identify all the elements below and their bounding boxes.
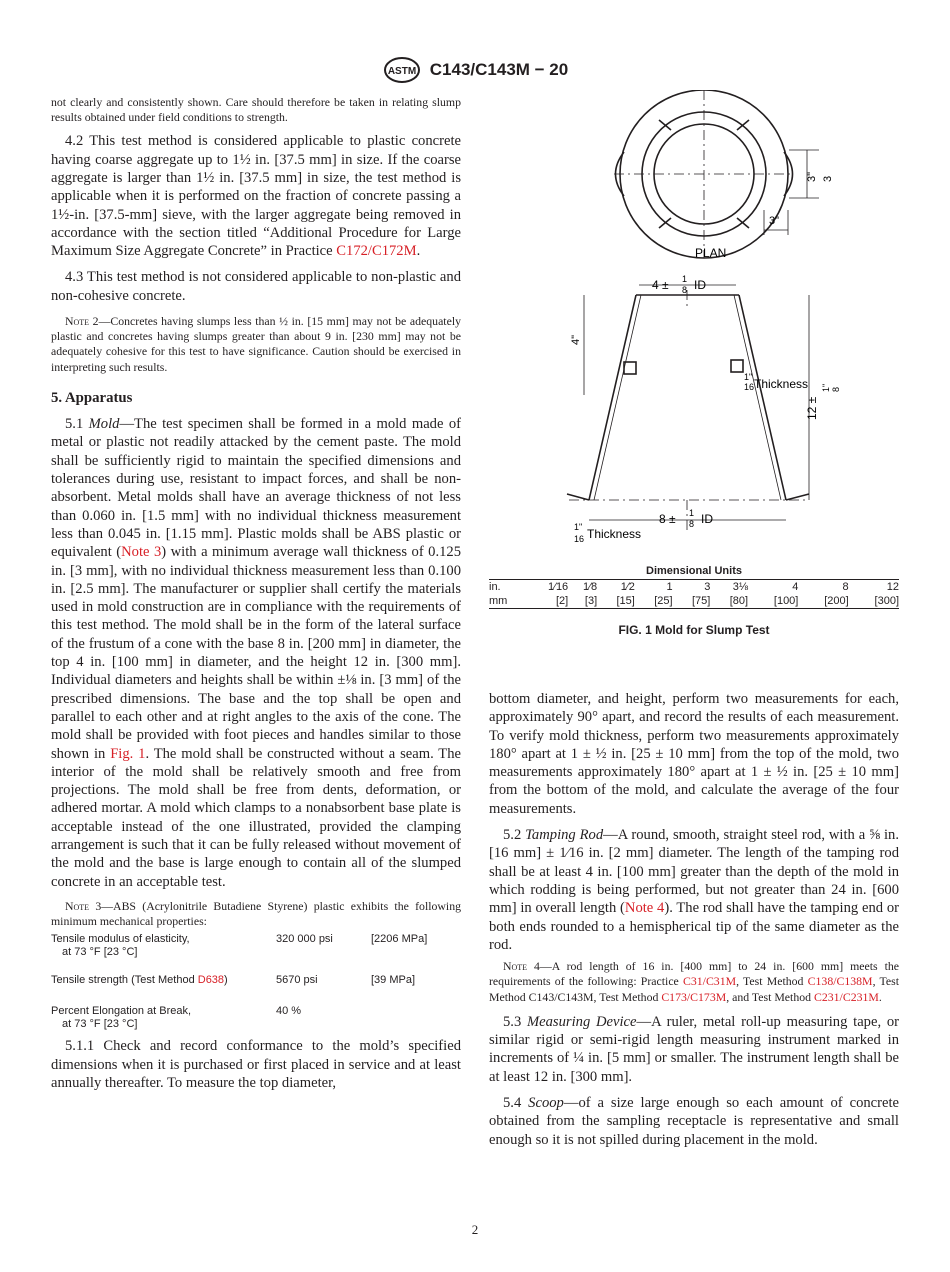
document-code: C143/C143M − 20 <box>429 60 569 79</box>
units-cell: in. <box>489 581 501 593</box>
top-fragment: not clearly and consistently shown. Care should therefore be taken in relating slump results obtained under field conditions to strength. <box>51 95 461 125</box>
svg-text:Thickness: Thickness <box>754 377 809 391</box>
note-2: Note 2—Concretes having slumps less than ½ in. [15 mm] may not be adequately plastic and concretes having slumps greater than about 9 in. [230 mm] may not be adequately cohesive for this test to have significance. Caution should be exercised in interpreting such results. <box>51 314 461 374</box>
link-fig-1[interactable]: Fig. 1 <box>110 745 146 762</box>
units-cell: mm <box>489 595 508 607</box>
dimensional-units-table <box>489 579 899 609</box>
svg-text:Thickness: Thickness <box>587 527 642 541</box>
link-note-4[interactable]: Note 4 <box>624 900 665 917</box>
table-row <box>489 594 899 609</box>
units-cell: [2] <box>555 595 569 607</box>
svg-text:3: 3 <box>822 175 834 182</box>
svg-text:4": 4" <box>570 334 582 345</box>
left-column <box>51 95 461 1092</box>
handle-left <box>624 362 636 374</box>
svg-text:ID: ID <box>701 512 713 526</box>
table-row <box>489 580 899 595</box>
units-cell: [75] <box>691 595 711 607</box>
link-c173[interactable]: C173/C173M <box>661 989 727 1004</box>
svg-text:1: 1 <box>682 274 688 284</box>
astm-logo-text: ASTM <box>387 66 416 77</box>
units-cell: 1 <box>666 581 673 593</box>
cone-left-wall <box>589 295 636 500</box>
svg-text:1": 1" <box>821 383 831 392</box>
units-cell: 1⁄2 <box>620 581 635 593</box>
link-c138[interactable]: C138/C138M <box>807 974 873 989</box>
page-number: 2 <box>471 1222 479 1237</box>
table-row: Percent Elongation at Break, at 73 °F [23 °C] 40 % <box>51 1005 302 1031</box>
link-d638[interactable]: D638 <box>197 974 225 987</box>
units-cell: 3⅛ <box>732 581 749 593</box>
table-row: Tensile strength (Test Method D638) 5670 psi [39 MPa] <box>51 974 416 987</box>
section-5-heading: 5. Apparatus <box>51 389 133 406</box>
cone-right-wall <box>739 295 786 500</box>
svg-text:16: 16 <box>744 382 755 392</box>
astm-logo-icon <box>382 56 422 84</box>
svg-text:8: 8 <box>831 386 841 392</box>
svg-text:12 ±: 12 ± <box>805 396 819 420</box>
page-header <box>0 56 950 84</box>
right-column <box>489 690 899 1149</box>
foot-pieces <box>567 494 809 500</box>
dimensional-units-title: Dimensional Units <box>646 565 742 577</box>
units-cell: [100] <box>773 595 799 607</box>
para-4-2: 4.2 This test method is considered applicable to plastic concrete having coarse aggregate up to 1½ in. [37.5 mm] in size. If the coarse aggregate is larger than 1½ in. [37.5 mm] in size, the test method is applicable when it is performed on the fraction of concrete passing a 1½-in. [37.5-mm] sieve, with the larger aggregate being removed in accordance with the section titled “Additional Procedure for Large Maximum Size Aggregate Concrete” in Practice C172/C172M. <box>51 133 461 260</box>
para-5-1: 5.1 Mold—The test specimen shall be formed in a mold made of metal or plastic not readily attacked by the cement paste. The mold shall be sufficiently rigid to maintain the specified dimensions and tolerances during use, resistant to impact forces, and shall be non-absorbent. Metal molds shall have an average thickness of not less than 0.060 in. [1.5 mm] with no individual thickness measurement less than 0.045 in. [1.15 mm]. Plastic molds shall be ABS plastic or equivalent (Note 3) with a minimum average wall thickness of 0.125 in. [3 mm], with no individual thickness measurement less than 0.100 in. [2.5 mm]. The manufacturer or supplier shall certify the materials used in mold construction are in compliance with the requirements of this test method. The mold shall be in the form of the lateral surface of the frustum of a cone with the base 8 in. [200 mm] in diameter, the top 4 in. [100 mm] in diameter, and the height 12 in. [300 mm]. Individual diameters and heights shall be within ±⅛ in. [3 mm] of the prescribed dimensions. The base and the top shall be open and parallel to each other and at right angles to the axis of the cone. The mold shall be provided with foot pieces and handles similar to those shown in Fig. 1. The mold shall be constructed without a seam. The interior of the mold shall be relatively smooth and free from projections. The mold shall be free from dents, deformation, or adhered mortar. A mold which clamps to a nonabsorbent base plate is acceptable instead of the one illustrated, provided the clamping arrangement is such that it can be fully released without movement of the mold and the base is large enough to contain all of the slumped concrete in an acceptable test. <box>51 416 461 890</box>
svg-text:1": 1" <box>744 372 753 382</box>
svg-text:8: 8 <box>689 519 695 529</box>
link-c231[interactable]: C231/C231M <box>813 989 879 1004</box>
svg-text:3": 3" <box>806 171 818 182</box>
units-cell: [25] <box>654 595 673 607</box>
svg-text:4 ±: 4 ± <box>652 278 669 292</box>
link-c31[interactable]: C31/C31M <box>683 974 737 989</box>
units-cell: 12 <box>886 581 899 593</box>
link-note-3[interactable]: Note 3 <box>121 544 162 561</box>
para-5-4: 5.4 Scoop—of a size large enough so each amount of concrete obtained from the sampling receptacle is representative and small enough so it is not spilled during placement in the mold. <box>489 1094 900 1148</box>
units-cell: [80] <box>729 595 749 607</box>
para-5-3: 5.3 Measuring Device—A ruler, metal roll-up measuring tape, or similar rigid or semi-rigid length measuring instrument marked in increments of ¼ in. [5 mm] or smaller. The instrument length shall be at least 12 in. [300 mm]. <box>489 1013 900 1085</box>
para-5-1-1: 5.1.1 Check and record conformance to the mold’s specified dimensions when it is purchased or first placed in service and at least annually thereafter. To measure the top diameter, <box>51 1038 461 1091</box>
handle-right <box>731 360 743 372</box>
svg-text:ID: ID <box>694 278 706 292</box>
svg-text:3": 3" <box>769 215 780 227</box>
units-cell: 1⁄16 <box>547 581 569 593</box>
abs-properties-table <box>51 933 461 1031</box>
units-cell: [15] <box>616 595 635 607</box>
plan-label: PLAN <box>695 246 727 260</box>
units-cell: 1⁄8 <box>583 581 598 593</box>
units-cell: 3 <box>704 581 711 593</box>
para-5-1-1-cont: bottom diameter, and height, perform two measurements for each, approximately 90° apart, and record the results of each measurement. To verify mold thickness, perform two measurements approximately 180° apart at 1 ± ½ in. [25 ± 10 mm] from the top of the mold, two measurements approximately 180° apart at 1 ± ½ in. [25 ± 10 mm] from the bottom of the mold, and calculate the average of the four measurements. <box>489 691 899 817</box>
svg-text:8 ±: 8 ± <box>659 512 676 526</box>
link-c172[interactable]: C172/C172M <box>336 243 417 260</box>
units-cell: [3] <box>584 595 598 607</box>
svg-text:16: 16 <box>574 534 585 544</box>
figure-1 <box>489 90 899 637</box>
note-4: Note 4—A rod length of 16 in. [400 mm] to 24 in. [600 mm] meets the requirements of the following: Practice C31/C31M, Test Method C138/C138M, Test Method C143/C143M, Test Method C173/C173M, and Test Method C231/C231M. <box>489 959 900 1004</box>
units-cell: [300] <box>874 595 899 607</box>
table-row: Tensile modulus of elasticity, at 73 °F [23 °C] 320 000 psi [2206 MPa] <box>51 933 428 959</box>
units-cell: [200] <box>824 595 849 607</box>
svg-text:8: 8 <box>682 285 688 295</box>
units-cell: 4 <box>792 581 799 593</box>
para-4-3: 4.3 This test method is not considered applicable to non-plastic and non-cohesive concrete. <box>51 269 461 304</box>
units-cell: 8 <box>842 581 849 593</box>
svg-text:1: 1 <box>689 508 695 518</box>
svg-text:1": 1" <box>574 522 583 532</box>
para-5-2: 5.2 Tamping Rod—A round, smooth, straight steel rod, with a ⅝ in. [16 mm] ± 1⁄16 in. [2 mm] diameter. The length of the tamping rod shall be at least 4 in. [100 mm] greater than the depth of the mold in which rodding is being performed, but not greater than 24 in. [600 mm] in overall length (Note 4). The rod shall have the tamping end or both ends rounded to a hemispherical tip of the same diameter as the rod. <box>489 827 899 953</box>
slump-mold-drawing <box>489 90 899 560</box>
figure-caption: FIG. 1 Mold for Slump Test <box>618 623 770 637</box>
note-3: Note 3—ABS (Acrylonitrile Butadiene Styrene) plastic exhibits the following minimum mechanical properties: <box>51 898 461 929</box>
